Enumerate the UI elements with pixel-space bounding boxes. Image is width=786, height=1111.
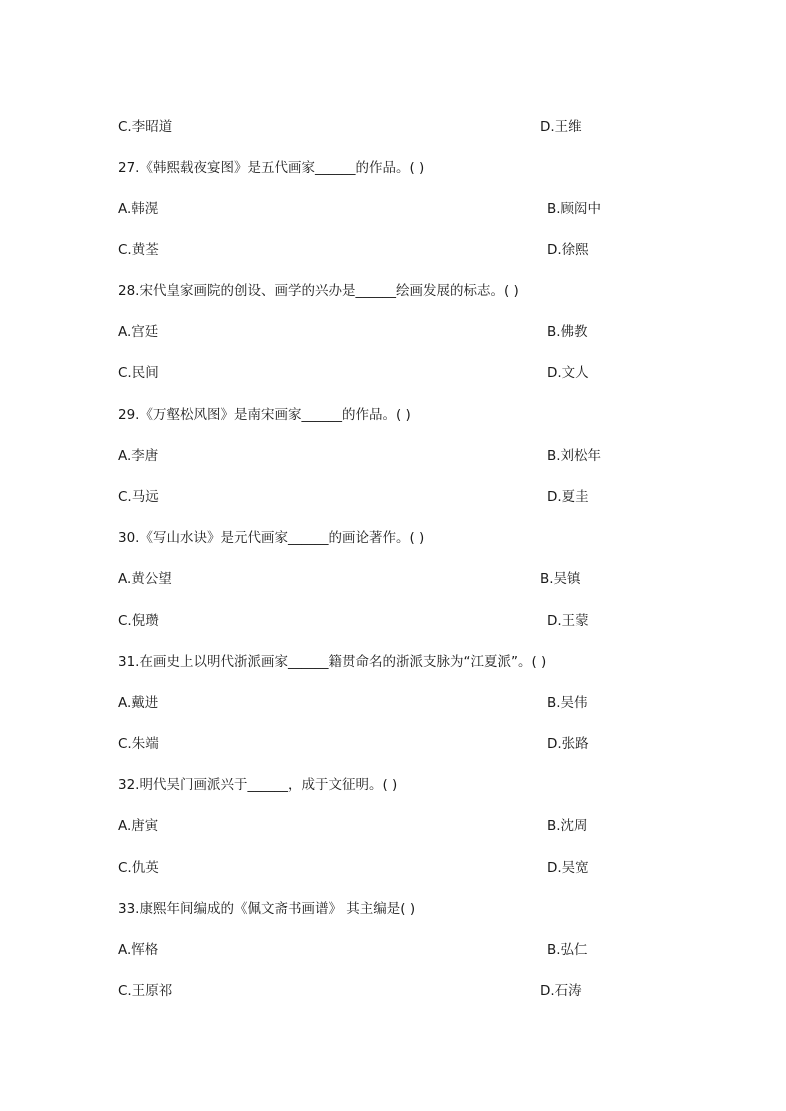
question-31-option-b: B.吴伟	[547, 695, 588, 711]
question-31-stem: 31.在画史上以明代浙派画家______籍贯命名的浙派支脉为“江夏派”。( )	[118, 654, 547, 670]
question-27-stem: 27.《韩熙载夜宴图》是五代画家______的作品。( )	[118, 160, 425, 176]
question-32-option-b: B.沈周	[547, 818, 588, 834]
question-29-stem: 29.《万壑松风图》是南宋画家______的作品。( )	[118, 407, 411, 423]
question-30-option-c: C.倪瓒	[118, 613, 159, 629]
question-27-option-c: C.黄荃	[118, 242, 159, 258]
question-32-stem: 32.明代吴门画派兴于______，成于文征明。( )	[118, 777, 398, 793]
question-31-option-d: D.张路	[547, 736, 589, 752]
question-27-option-a: A.韩滉	[118, 201, 159, 217]
question-27-option-d: D.徐熙	[547, 242, 589, 258]
question-28-option-d: D.文人	[547, 365, 589, 381]
question-33-option-c: C.王原祁	[118, 983, 173, 999]
question-30-option-d: D.王蒙	[547, 613, 589, 629]
question-28-stem: 28.宋代皇家画院的创设、画学的兴办是______绘画发展的标志。( )	[118, 283, 519, 299]
question-32-option-c: C.仇英	[118, 860, 159, 876]
question-33-stem: 33.康熙年间编成的《佩文斋书画谱》 其主编是( )	[118, 901, 416, 917]
question-29-option-d: D.夏圭	[547, 489, 589, 505]
option-d-lead: D.王维	[540, 119, 582, 135]
question-29-option-a: A.李唐	[118, 448, 159, 464]
question-32-option-a: A.唐寅	[118, 818, 159, 834]
option-c-lead: C.李昭道	[118, 119, 173, 135]
question-30-option-a: A.黄公望	[118, 571, 172, 587]
question-27-option-b: B.顾闳中	[547, 201, 602, 217]
question-32-option-d: D.吴宽	[547, 860, 589, 876]
question-31-option-c: C.朱端	[118, 736, 159, 752]
question-28-option-a: A.宫廷	[118, 324, 159, 340]
question-33-option-d: D.石涛	[540, 983, 582, 999]
question-29-option-c: C.马远	[118, 489, 159, 505]
question-28-option-c: C.民间	[118, 365, 159, 381]
question-31-option-a: A.戴进	[118, 695, 159, 711]
question-30-stem: 30.《写山水诀》是元代画家______的画论著作。( )	[118, 530, 425, 546]
question-33-option-a: A.恽格	[118, 942, 159, 958]
question-28-option-b: B.佛教	[547, 324, 588, 340]
question-33-option-b: B.弘仁	[547, 942, 588, 958]
question-30-option-b: B.吴镇	[540, 571, 581, 587]
question-29-option-b: B.刘松年	[547, 448, 602, 464]
